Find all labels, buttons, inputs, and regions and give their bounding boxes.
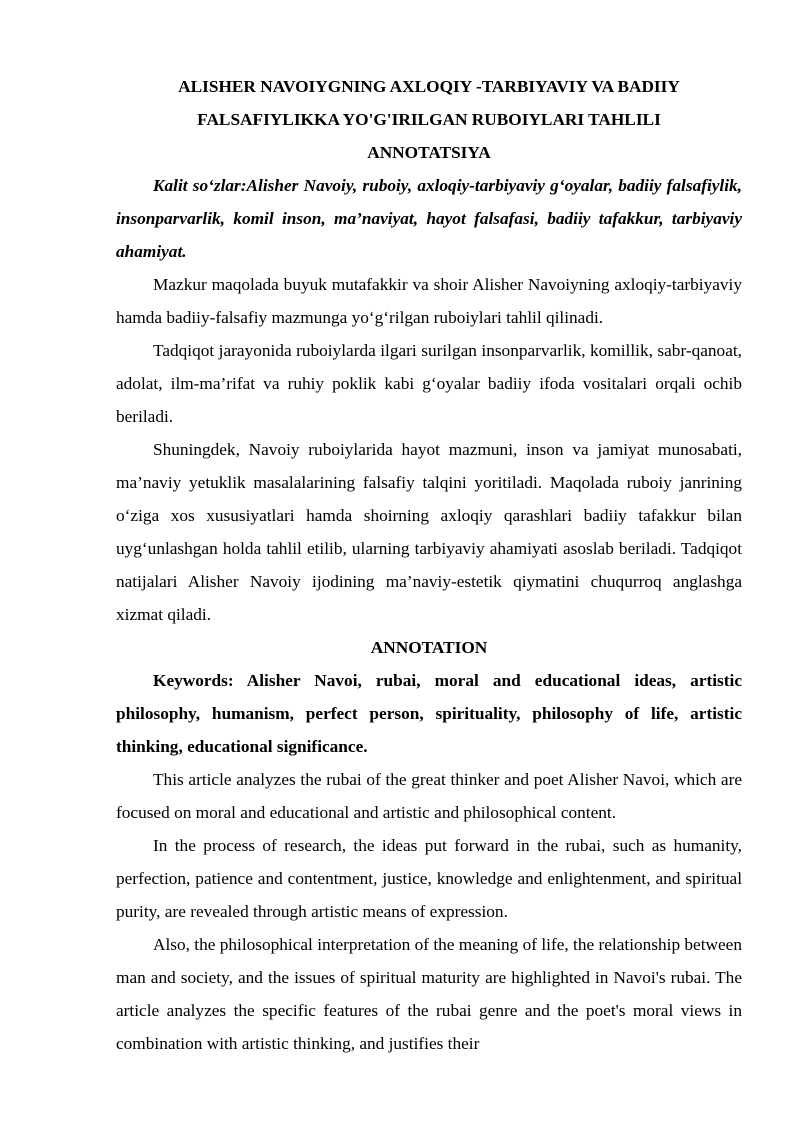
uz-paragraph-1: Mazkur maqolada buyuk mutafakkir va shoir Alisher Navoiyning axloqiy-tarbiyaviy hamda badiiy-falsafiy mazmunga yo‘g‘rilgan ruboiylari tahlil qilinadi. xyxy=(116,275,742,327)
uz-keywords: Kalit so‘zlar:Alisher Navoiy, ruboiy, axloqiy-tarbiyaviy g‘oyalar, badiiy falsafiylik, insonparvarlik, komil inson, ma’naviyat, hayot falsafasi, badiiy tafakkur, tarbiyaviy ahamiyat. xyxy=(116,176,742,261)
article-title-line-2: FALSAFIYLIKKA YO'G'IRILGAN RUBOIYLARI TAHLILI xyxy=(197,110,661,129)
en-paragraph-2: In the process of research, the ideas put forward in the rubai, such as humanity, perfection, patience and contentment, justice, knowledge and enlightenment, and spiritual purity, are revealed through artistic means of expression. xyxy=(116,836,742,921)
article-title-line-1: ALISHER NAVOIYGNING AXLOQIY -TARBIYAVIY VA BADIIY xyxy=(178,77,680,96)
uz-paragraph-3: Shuningdek, Navoiy ruboiylarida hayot mazmuni, inson va jamiyat munosabati, ma’naviy yetuklik masalalarining falsafiy talqini yoritiladi. Maqolada ruboiy janrining o‘ziga xos xususiyatlari hamda shoirning axloqiy qarashlari badiiy tafakkur bilan uyg‘unlashgan holda tahlil etilib, ularning tarbiyaviy ahamiyati asoslab beriladi. Tadqiqot natijalari Alisher Navoiy ijodining ma’naviy-estetik qiymatini chuqurroq anglashga xizmat qiladi. xyxy=(116,440,742,624)
en-annotation-heading: ANNOTATION xyxy=(370,638,488,657)
en-paragraph-3: Also, the philosophical interpretation of the meaning of life, the relationship between man and society, and the issues of spiritual maturity are highlighted in Navoi's rubai. The article analyzes the specific features of the rubai genre and the poet's moral views in combination with artistic thinking, and justifies their xyxy=(116,935,742,1053)
uz-annotation-heading: ANNOTATSIYA xyxy=(367,143,491,162)
document-page xyxy=(116,70,742,1060)
article-title xyxy=(116,70,742,136)
en-keywords: Keywords: Alisher Navoi, rubai, moral and educational ideas, artistic philosophy, humanism, perfect person, spirituality, philosophy of life, artistic thinking, educational significance. xyxy=(116,671,742,756)
uz-paragraph-2: Tadqiqot jarayonida ruboiylarda ilgari surilgan insonparvarlik, komillik, sabr-qanoat, adolat, ilm-ma’rifat va ruhiy poklik kabi g‘oyalar badiiy ifoda vositalari orqali ochib beriladi. xyxy=(116,341,742,426)
en-paragraph-1: This article analyzes the rubai of the great thinker and poet Alisher Navoi, which are focused on moral and educational and artistic and philosophical content. xyxy=(116,770,742,822)
